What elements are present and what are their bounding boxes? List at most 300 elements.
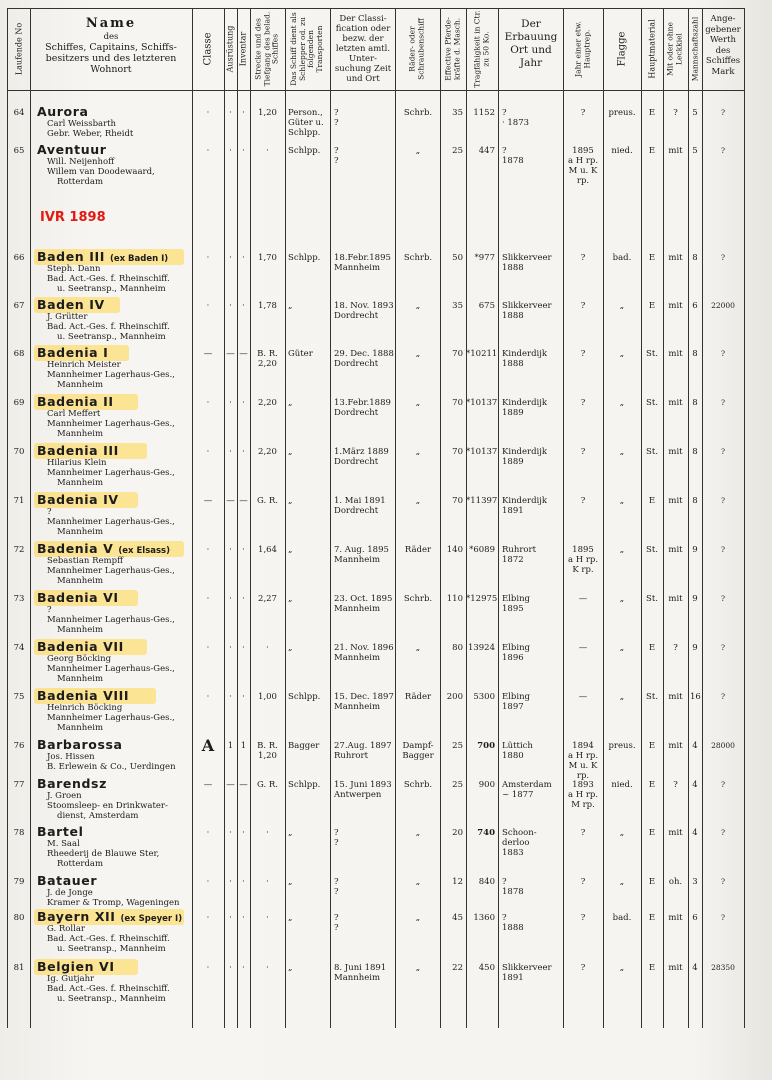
owner-line: Stoomsleep- en Drinkwater- [47,801,168,811]
cell-inv: · [242,828,245,838]
cell-dient: Schlpp. [288,253,321,263]
cell-erb: ? 1878 [502,146,524,166]
cell-mann: 3 [692,877,698,887]
cell-mann: 6 [692,301,698,311]
cell-kiel: mit [668,828,683,838]
cell-classif: 23. Oct. 1895 Mannheim [334,594,393,614]
cell-erb: Kinderdijk 1888 [502,349,548,369]
cell-aus: · [229,398,232,408]
cell-mann: 8 [692,496,698,506]
cell-trag: 675 [478,301,495,311]
cell-rep: ? [580,108,586,118]
ship-former-name: (ex Baden I) [109,254,169,264]
row-number: 78 [13,828,25,838]
cell-werth: ? [720,398,726,407]
owner-residence: Rotterdam [57,177,104,187]
rule [641,8,642,1028]
owner-residence: Mannheim [57,527,104,537]
cell-classe: · [206,253,210,263]
cell-classe: · [206,545,210,555]
cell-pferde: 110 [446,594,463,604]
cell-strecke: 1,64 [258,545,277,555]
cell-aus: · [229,963,232,973]
owner-residence: Mannheim [57,723,104,733]
captain-name: G. Rollar [47,924,85,934]
ship-name [37,345,108,360]
cell-raeder: „ [415,913,421,923]
cell-trag: 1152 [473,108,495,118]
cell-rep: ? [580,496,586,506]
owner-residence: Mannheim [57,429,104,439]
captain-name: Hilarius Klein [47,458,107,468]
cell-erb: Slikkerveer 1891 [502,963,552,983]
cell-kiel: mit [668,692,683,702]
cell-raeder: „ [415,877,421,887]
cell-flagge: preus. [608,741,636,751]
owner-line: Rheederij de Blauwe Ster, [47,849,160,859]
cell-strecke: · [266,913,269,923]
captain-name: J. de Jonge [47,888,93,898]
cell-dient: „ [288,398,293,408]
row-number: 68 [13,349,25,359]
cell-rep: 1895 a H rp. M u. K rp. [567,146,599,186]
cell-inv: · [242,545,245,555]
cell-mat: E [648,108,656,118]
cell-mat: St. [646,545,658,555]
row-number: 70 [13,447,25,457]
header-name-line3: Wohnort [90,64,132,75]
owner-residence: Mannheim [57,576,104,586]
owner-residence: Rotterdam [57,859,104,869]
cell-classe: · [206,643,210,653]
cell-flagge: „ [619,545,625,555]
cell-mann: 8 [692,253,698,263]
captain-name: J. Groen [47,791,82,801]
cell-dient: „ [288,913,293,923]
cell-classe: — [203,349,213,359]
cell-mann: 8 [692,447,698,457]
cell-classif: 29. Dec. 1888 Dordrecht [334,349,394,369]
ship-name [37,776,107,791]
cell-kiel: mit [668,253,683,263]
cell-mat: E [648,146,656,156]
cell-classe: — [203,496,213,506]
rule [395,8,396,1028]
cell-aus: · [229,447,232,457]
cell-aus: · [229,594,232,604]
cell-dient: Schlpp. [288,780,321,790]
cell-pferde: 70 [452,447,463,457]
cell-flagge: „ [619,447,625,457]
cell-erb: Schoon- derloo 1883 [502,828,537,858]
cell-raeder: „ [415,146,421,156]
ship-name-text: Barbarossa [37,737,123,752]
rule [440,8,441,1028]
cell-mann: 8 [692,349,698,359]
cell-trag: 447 [478,146,495,156]
ship-name [37,297,105,312]
cell-kiel: mit [668,594,683,604]
cell-strecke: · [266,643,269,653]
captain-name: Georg Böcking [47,654,112,664]
header-werth: Ange- gebener Werth des Schiffes Mark [705,14,741,77]
cell-erb: Lüttich 1880 [502,741,533,761]
owner-line: Kramer & Tromp, Wageningen [47,898,180,908]
cell-pferde: 20 [452,828,463,838]
cell-classif: 18. Nov. 1893 Dordrecht [334,301,394,321]
cell-mann: 6 [692,913,698,923]
rule [744,8,745,1028]
cell-werth: ? [720,253,726,262]
cell-trag: 700 [477,741,495,751]
cell-flagge: „ [619,692,625,702]
cell-erb: Elbing 1897 [502,692,530,712]
ivr-stamp: IVR 1898 [40,210,106,225]
cell-trag: *10211 [466,349,498,359]
ship-name [37,824,83,839]
cell-erb: Amsterdam ~ 1877 [502,780,552,800]
cell-pferde: 35 [452,301,463,311]
row-number: 79 [13,877,25,887]
row-number: 72 [13,545,25,555]
cell-mat: E [648,741,656,751]
header-erbauung: Der Erbauung Ort und Jahr [504,18,558,69]
owner-line: Bad. Act.-Ges. f. Rheinschiff. [47,984,170,994]
cell-classif: 18.Febr.1895 Mannheim [334,253,391,273]
cell-flagge: „ [619,496,625,506]
cell-kiel: ? [673,643,678,653]
ship-name [37,394,114,409]
cell-mat: E [648,963,656,973]
cell-erb: Elbing 1895 [502,594,530,614]
cell-kiel: ? [673,108,678,118]
cell-erb: Slikkerveer 1888 [502,301,552,321]
ship-name [37,873,97,888]
rule [330,8,331,1028]
cell-inv: · [242,398,245,408]
ship-name-text: Bayern XII [37,909,116,924]
cell-rep: ? [580,447,586,457]
cell-mat: E [648,253,656,263]
header-tragfaehigkeit: Tragfähigkeit in Ctr. zu 50 Ko. [472,10,490,88]
owner-residence: u. Seetransp., Mannheim [57,994,166,1004]
cell-rep: 1895 a H rp. K rp. [567,545,599,575]
captain-name: Will. Neijenhoff [47,157,115,167]
owner-residence: Mannheim [57,380,104,390]
cell-pferde: 25 [452,741,463,751]
cell-pferde: 80 [452,643,463,653]
owner-line: B. Erlewein & Co., Uerdingen [47,762,176,772]
cell-rep: ? [580,828,586,838]
ship-name [37,639,124,654]
ship-name-text: Baden III [37,249,105,264]
cell-raeder: Dampf- Bagger [402,741,434,761]
cell-flagge: nied. [611,146,633,156]
cell-aus: · [229,828,232,838]
cell-strecke: 1,00 [258,692,277,702]
owner-line: Mannheimer Lagerhaus-Ges., [47,370,175,380]
header-raeder: Räder- oder Schraubenschiff [407,18,425,80]
cell-mann: 4 [692,741,698,751]
cell-inv: · [242,692,245,702]
ship-name [37,590,119,605]
cell-werth: 28000 [711,741,735,750]
cell-rep: ? [580,301,586,311]
ship-name [37,142,107,157]
captain-name: J. Grütter [47,312,88,322]
cell-mat: E [648,780,656,790]
cell-inv: — [239,349,248,359]
cell-pferde: 22 [452,963,463,973]
cell-pferde: 70 [452,496,463,506]
ship-name-text: Bartel [37,824,84,839]
cell-flagge: bad. [612,913,632,923]
cell-werth: ? [720,496,726,505]
cell-flagge: „ [619,398,625,408]
cell-mat: E [648,913,656,923]
row-number: 75 [13,692,25,702]
cell-classe: · [206,301,210,311]
cell-aus: · [229,643,232,653]
cell-werth: ? [720,913,726,922]
cell-kiel: mit [668,741,683,751]
cell-classe: · [206,108,210,118]
cell-rep: 1894 a H rp. M u. K rp. [567,741,599,781]
row-number: 65 [13,146,25,156]
cell-strecke: B. R. 1,20 [257,741,278,761]
cell-strecke: 1,20 [258,108,277,118]
cell-inv: · [242,594,245,604]
cell-strecke: G. R. [257,496,278,506]
cell-mann: 4 [692,828,698,838]
cell-kiel: mit [668,496,683,506]
owner-line: Mannheimer Lagerhaus-Ges., [47,517,175,527]
owner-residence: u. Seetransp., Mannheim [57,944,166,954]
cell-trag: 840 [478,877,495,887]
cell-flagge: „ [619,963,625,973]
header-schiff-dient: Das Schiff dient als Schlepper od. zu folgenden Transporten [289,12,324,86]
rule [7,8,744,9]
cell-kiel: mit [668,146,683,156]
cell-classif: ? ? [334,108,339,128]
ship-name [37,909,182,924]
cell-werth: ? [720,349,726,358]
header-name-title: Name [85,16,137,31]
cell-raeder: „ [415,643,421,653]
cell-trag: 13924 [467,643,495,653]
cell-pferde: 35 [452,108,463,118]
cell-rep: — [578,692,588,702]
header-name-sub: des [103,32,119,42]
owner-residence: u. Seetransp., Mannheim [57,332,166,342]
cell-classif: 13.Febr.1889 Dordrecht [334,398,391,418]
header-name-line2: besitzers und des letzteren [45,53,177,64]
cell-inv: · [242,643,245,653]
owner-residence: Mannheim [57,674,104,684]
captain-name: ? [47,507,52,517]
cell-mat: E [648,828,656,838]
owner-line: Willem van Doodewaard, [47,167,155,177]
cell-rep: — [578,594,588,604]
captain-name: Ig. Gutjahr [47,974,95,984]
ship-name-text: Belgien VI [37,959,115,974]
cell-mann: 16 [690,692,701,702]
cell-dient: „ [288,545,293,555]
cell-mat: E [648,643,656,653]
cell-inv: · [242,913,245,923]
row-number: 76 [13,741,25,751]
cell-classif: 8. Juni 1891 Mannheim [334,963,387,983]
cell-rep: ? [580,349,586,359]
cell-werth: ? [720,146,726,155]
cell-dient: „ [288,301,293,311]
cell-classe: · [206,828,210,838]
cell-flagge: „ [619,828,625,838]
cell-aus: — [226,496,235,506]
cell-rep: 1893 a H rp. M rp. [567,780,599,810]
cell-flagge: bad. [612,253,632,263]
ship-name [37,688,129,703]
cell-raeder: Schrb. [403,780,433,790]
cell-kiel: mit [668,349,683,359]
cell-erb: ? 1878 [502,877,524,897]
cell-erb: Kinderdijk 1891 [502,496,548,516]
cell-aus: · [229,545,232,555]
owner-line: Bad. Act.-Ges. f. Rheinschiff. [47,934,170,944]
cell-dient: „ [288,643,293,653]
cell-strecke: 2,20 [258,447,277,457]
cell-strecke: · [266,963,269,973]
cell-raeder: Räder [404,692,432,702]
owner-line: Mannheimer Lagerhaus-Ges., [47,713,175,723]
ship-name-text: Badenia V [37,541,114,556]
cell-aus: · [229,692,232,702]
cell-werth: 22000 [711,301,735,310]
cell-mann: 5 [692,108,698,118]
header-classe: Classe [202,32,214,66]
cell-raeder: „ [415,349,421,359]
cell-dient: „ [288,594,293,604]
cell-inv: · [242,963,245,973]
ship-name-text: Baden IV [37,297,105,312]
ship-name [37,492,119,507]
cell-werth: ? [720,594,726,603]
cell-trag: 740 [477,828,495,838]
cell-dient: Güter [288,349,313,359]
row-number: 81 [13,963,25,973]
ship-name-text: Badenia I [37,345,109,360]
cell-pferde: 25 [452,146,463,156]
rule [250,8,251,1028]
cell-classe: · [206,146,210,156]
cell-rep: ? [580,913,586,923]
cell-kiel: mit [668,398,683,408]
cell-dient: „ [288,963,293,973]
rule [7,8,8,1028]
rule [563,8,564,1028]
cell-trag: *10137 [466,447,498,457]
captain-name: Carl Weissbarth [47,119,117,129]
cell-rep: ? [580,253,586,263]
ship-name-text: Badenia IV [37,492,119,507]
ship-former-name: (ex Speyer I) [120,914,183,924]
cell-erb: Elbing 1896 [502,643,530,663]
cell-mann: 9 [692,594,698,604]
cell-mat: E [648,496,656,506]
captain-name: Steph. Dann [47,264,101,274]
ship-name [37,959,115,974]
cell-classe: · [206,913,210,923]
cell-aus: · [229,253,232,263]
cell-trag: *10137 [466,398,498,408]
cell-trag: *11397 [466,496,498,506]
cell-dient: Schlpp. [288,692,321,702]
ship-name-text: Batauer [37,873,98,888]
header-classification: Der Classi- fication oder bezw. der letzten amtl. Unter- suchung Zeit und Ort [334,14,392,84]
cell-werth: ? [720,108,726,117]
cell-raeder: „ [415,301,421,311]
cell-strecke: B. R. 2,20 [257,349,278,369]
cell-erb: ? · 1873 [502,108,530,128]
cell-classif: 21. Nov. 1896 Mannheim [334,643,394,663]
cell-classif: 7. Aug. 1895 Mannheim [334,545,389,565]
cell-inv: 1 [240,741,247,751]
row-number: 66 [13,253,25,263]
captain-name: M. Saal [47,839,80,849]
cell-werth: ? [720,545,726,554]
cell-pferde: 12 [452,877,463,887]
cell-dient: Schlpp. [288,146,321,156]
cell-werth: ? [720,447,726,456]
ship-name-text: Badenia VIII [37,688,130,703]
cell-mat: St. [646,398,658,408]
cell-raeder: Schrb. [403,253,433,263]
rule [7,90,744,91]
cell-classif: ? ? [334,146,339,166]
header-strecke: Strecke und des Tiefgang des belad. Schiffes [253,11,280,87]
cell-werth: ? [720,643,726,652]
header-mannschaft: Mannschaftszahl [690,16,700,82]
cell-mat: E [648,877,656,887]
cell-rep: ? [580,877,586,887]
owner-line: Bad. Act.-Ges. f. Rheinschiff. [47,274,170,284]
cell-kiel: ? [673,780,678,790]
header-leckkiel: Mit oder ohne Leckkiel [665,22,683,76]
cell-inv: — [239,780,248,790]
cell-pferde: 25 [452,780,463,790]
ship-name-text: Badenia VI [37,590,119,605]
owner-residence: Mannheim [57,625,104,635]
owner-line: Mannheimer Lagerhaus-Ges., [47,419,175,429]
cell-flagge: preus. [608,108,636,118]
ship-name-text: Barendsz [37,776,107,791]
owner-line: Mannheimer Lagerhaus-Ges., [47,468,175,478]
cell-mann: 4 [692,963,698,973]
cell-rep: ? [580,398,586,408]
cell-dient: Person., Güter u. Schlpp. [288,108,324,138]
cell-dient: „ [288,496,293,506]
cell-classif: 15. Juni 1893 Antwerpen [334,780,392,800]
cell-mat: St. [646,447,658,457]
rule [688,8,689,1028]
header-name [31,10,191,75]
cell-inv: · [242,253,245,263]
cell-pferde: 45 [452,913,463,923]
ship-name-text: Aventuur [37,142,107,157]
cell-classif: 15. Dec. 1897 Mannheim [334,692,394,712]
ship-name [37,443,119,458]
cell-classif: ? ? [334,828,339,848]
